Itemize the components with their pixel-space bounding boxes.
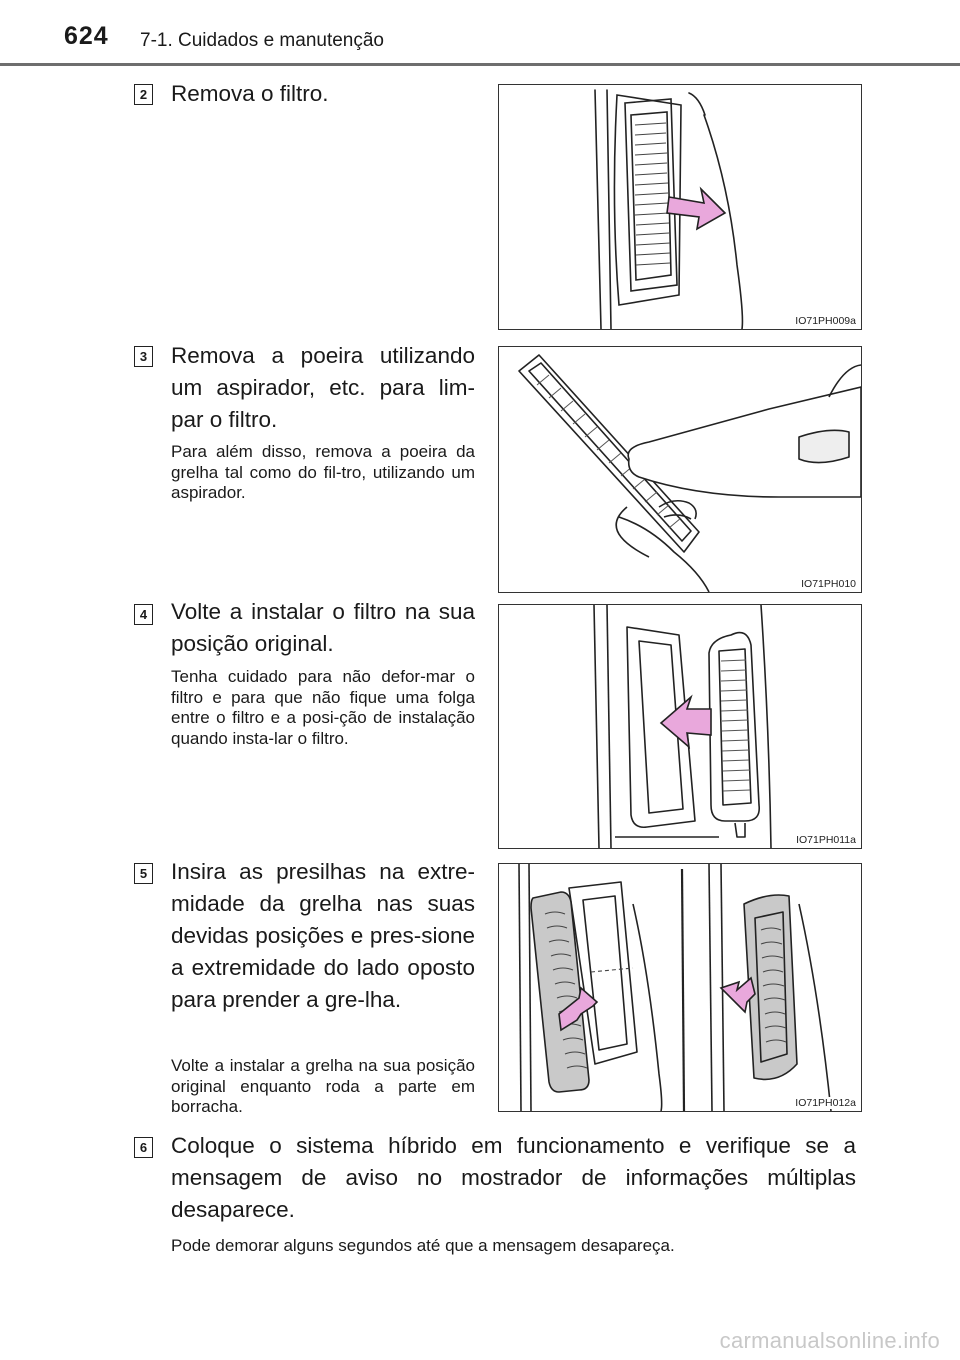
step-5-note: Volte a instalar a grelha na sua posição original enquanto roda a parte em borracha. [171,1056,475,1116]
figure-code: IO71PH012a [795,1097,856,1109]
step-4-title: Volte a instalar o filtro na sua posição original. [171,599,475,656]
remove-filter-illustration [499,85,861,329]
step-3-title: Remova a poeira utilizando um aspirador, etc. para lim-par o filtro. [171,343,475,432]
step-5-title: Insira as presilhas na extre-midade da grelha nas suas devidas posições e pres-sione a extremidade do lado oposto para prender a gre-lha. [171,859,475,1012]
install-filter-illustration [499,605,861,848]
step-6-note: Pode demorar alguns segundos até que a mensagem desapareça. [171,1236,675,1255]
step-4-note: Tenha cuidado para não defor-mar o filtro e para que não fique uma folga entre o filtro e a posi-ção de instalação quando insta-lar o filtro. [171,667,475,748]
figure-vacuum-filter [498,346,862,593]
section-title: 7-1. Cuidados e manutenção [140,30,384,51]
figure-code: IO71PH009a [795,315,856,327]
header-divider [0,63,960,66]
page-number: 624 [64,22,109,50]
step-2-title: Remova o filtro. [171,81,329,106]
figure-remove-filter [498,84,862,330]
step-number-4: 4 [134,604,153,625]
vacuum-filter-illustration [499,347,861,592]
step-number-2: 2 [134,84,153,105]
page-header [0,0,960,66]
step-3-note: Para além disso, remova a poeira da grelha tal como do fil-tro, utilizando um aspirador. [171,442,475,502]
step-number-5: 5 [134,863,153,884]
step-number-6: 6 [134,1137,153,1158]
install-grille-illustration [499,864,861,1111]
figure-code: IO71PH011a [796,834,856,846]
figure-install-filter [498,604,862,849]
figure-install-grille [498,863,862,1112]
figure-code: IO71PH010 [801,578,856,590]
step-number-3: 3 [134,346,153,367]
step-6-title: Coloque o sistema híbrido em funcionamento e verifique se a mensagem de aviso no mostrador de informações múltiplas desaparece. [171,1133,856,1222]
watermark: carmanualsonline.info [719,1328,940,1353]
